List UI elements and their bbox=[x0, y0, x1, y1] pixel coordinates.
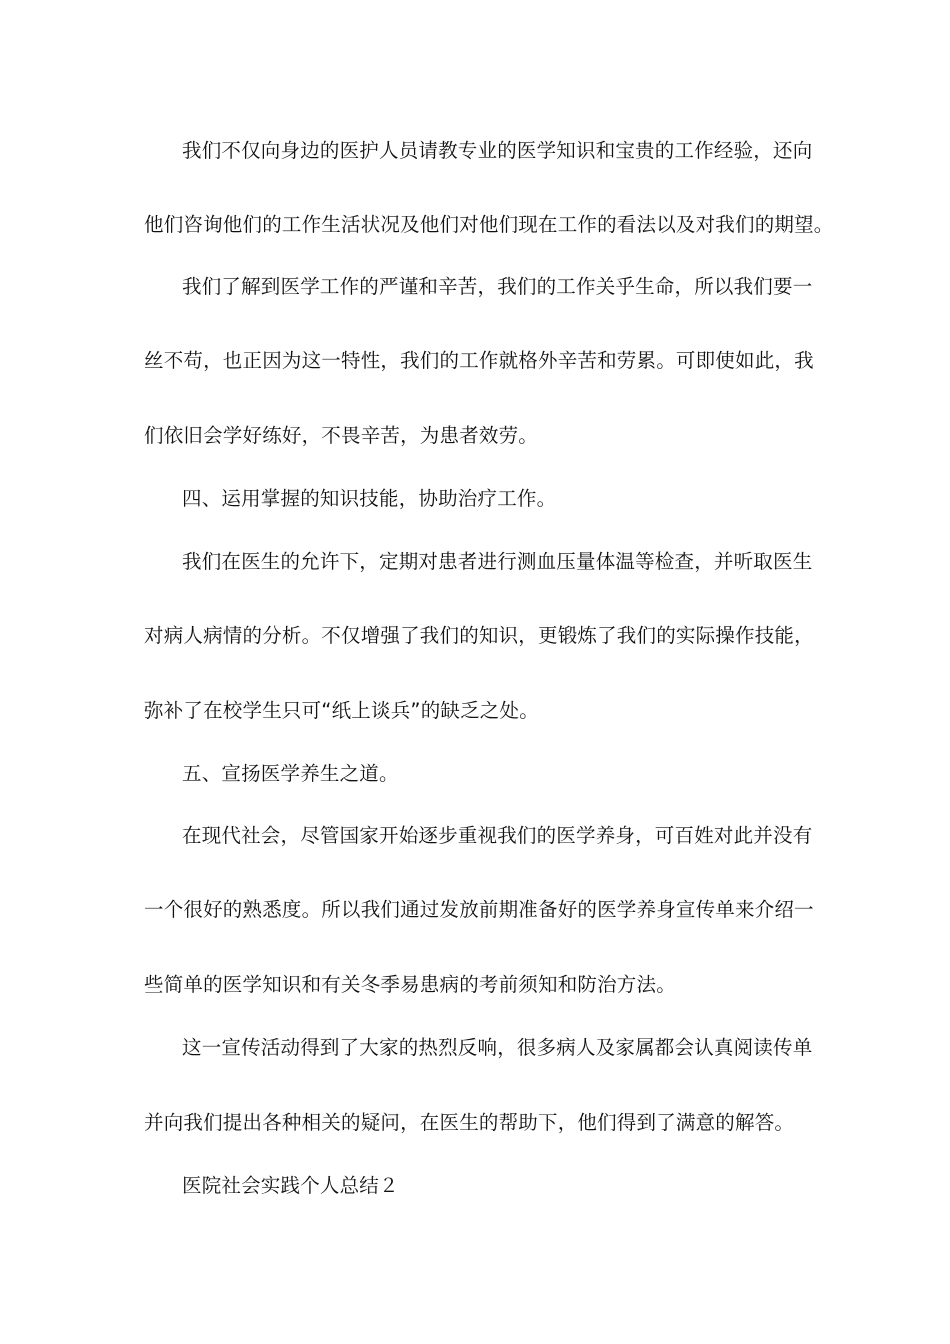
paragraph-line: 弥补了在校学生只可“纸上谈兵”的缺乏之处。 bbox=[144, 699, 539, 722]
paragraph-line: 这一宣传活动得到了大家的热烈反响，很多病人及家属都会认真阅读传单 bbox=[182, 1036, 813, 1059]
paragraph-line: 并向我们提出各种相关的疑问，在医生的帮助下，他们得到了满意的解答。 bbox=[144, 1111, 795, 1134]
paragraph-line: 在现代社会，尽管国家开始逐步重视我们的医学养身，可百姓对此并没有 bbox=[182, 824, 813, 847]
section-heading: 四、运用掌握的知识技能，协助治疗工作。 bbox=[182, 487, 557, 510]
paragraph-line: 他们咨询他们的工作生活状况及他们对他们现在工作的看法以及对我们的期望。 bbox=[144, 213, 834, 236]
paragraph-line: 我们不仅向身边的医护人员请教专业的医学知识和宝贵的工作经验，还向 bbox=[182, 139, 813, 162]
paragraph-line: 我们在医生的允许下，定期对患者进行测血压量体温等检查，并听取医生 bbox=[182, 550, 813, 573]
paragraph-line: 一个很好的熟悉度。所以我们通过发放前期准备好的医学养身宣传单来介绍一 bbox=[144, 898, 814, 921]
paragraph-line: 们依旧会学好练好，不畏辛苦，为患者效劳。 bbox=[144, 424, 539, 447]
paragraph-line: 我们了解到医学工作的严谨和辛苦，我们的工作关乎生命，所以我们要一 bbox=[182, 275, 813, 298]
document-title: 医院社会实践个人总结２ bbox=[182, 1174, 399, 1197]
paragraph-line: 对病人病情的分析。不仅增强了我们的知识，更锻炼了我们的实际操作技能， bbox=[144, 624, 814, 647]
paragraph-line: 丝不苟，也正因为这一特性，我们的工作就格外辛苦和劳累。可即使如此，我 bbox=[144, 349, 814, 372]
paragraph-line: 些简单的医学知识和有关冬季易患病的考前须知和防治方法。 bbox=[144, 973, 676, 996]
section-heading: 五、宣扬医学养生之道。 bbox=[182, 762, 399, 785]
